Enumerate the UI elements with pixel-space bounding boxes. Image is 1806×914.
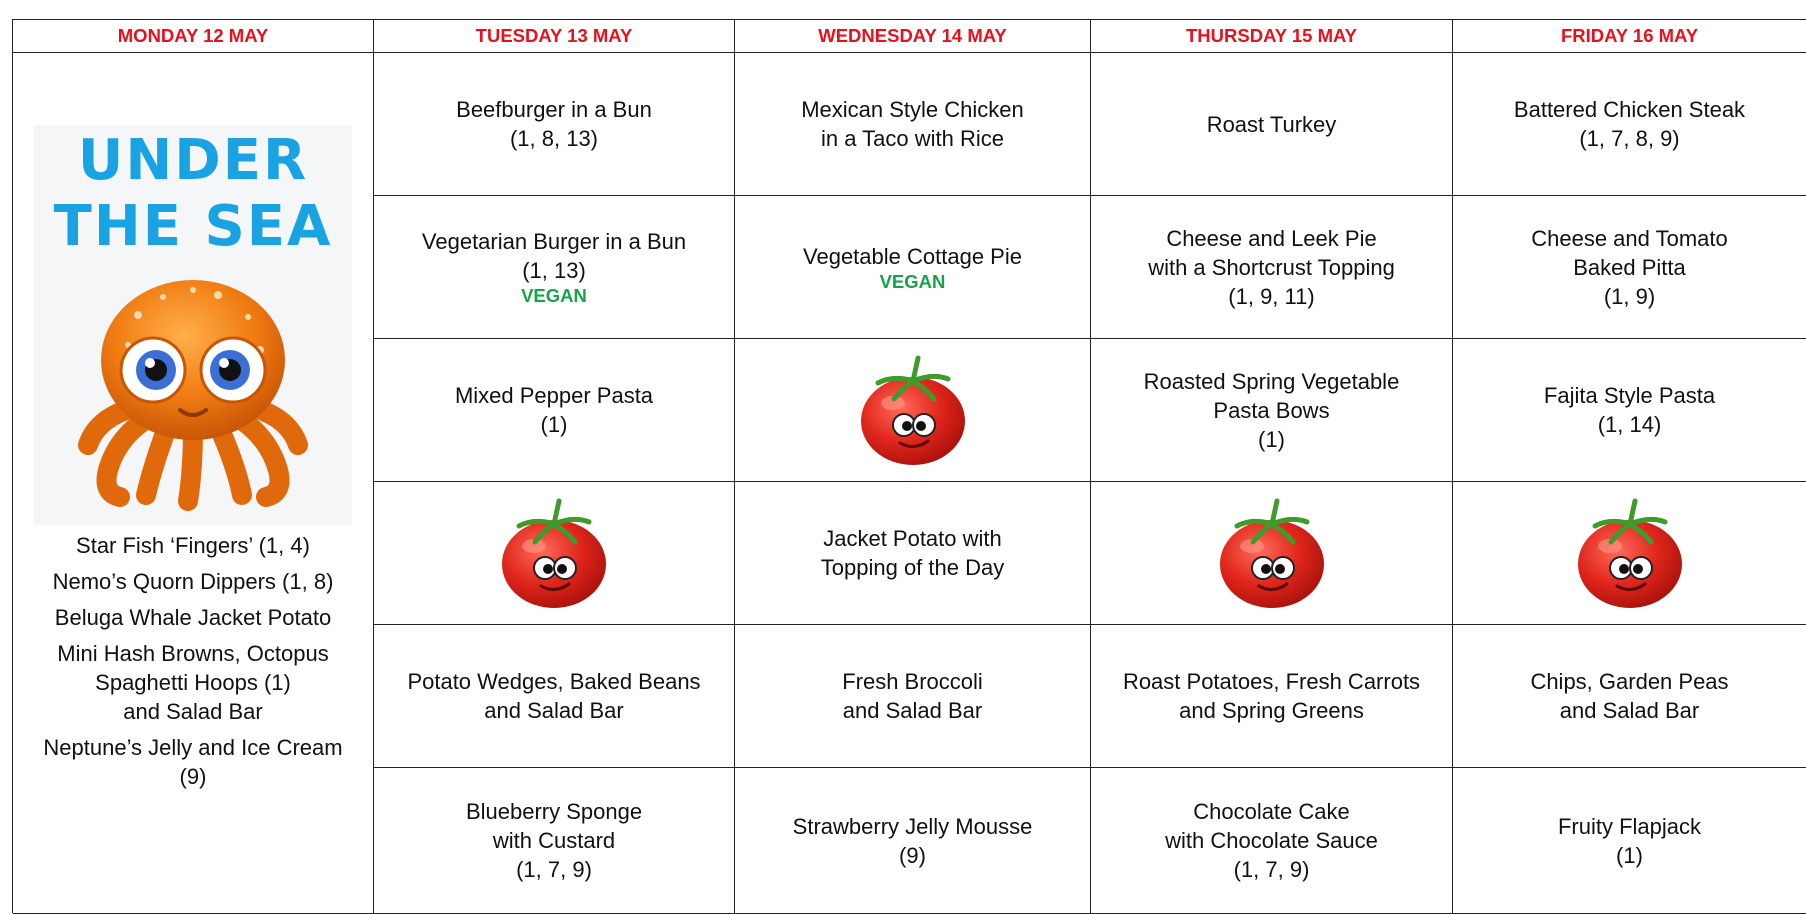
allergen-codes: (9): [899, 842, 926, 868]
allergen-codes: (1, 9, 11): [1228, 283, 1315, 309]
menu-item-line: and Salad Bar: [123, 699, 263, 724]
day-header-thursday: THURSDAY 15 MAY: [1091, 20, 1453, 53]
menu-item-line: Roasted Spring Vegetable: [1143, 368, 1400, 394]
friday-tomato-cell: [1453, 482, 1806, 625]
under-the-sea-banner: [34, 125, 352, 525]
menu-item-line: Battered Chicken Steak: [1513, 97, 1746, 122]
monday-dessert: [374, 768, 735, 914]
menu-item-line: Topping of the Day: [820, 555, 1005, 580]
menu-item-line: Mexican Style Chicken: [801, 97, 1024, 122]
tomato-mascot-icon: [489, 496, 619, 611]
tomato-mascot-icon: [848, 353, 978, 468]
tuesday-sides: [735, 625, 1091, 768]
menu-item-line: in a Taco with Rice: [820, 126, 1004, 151]
allergen-codes: (1): [540, 412, 568, 437]
vegan-badge: VEGAN: [521, 285, 587, 306]
tuesday-tomato-cell: [735, 339, 1091, 482]
thursday-item-jacket: [43, 603, 342, 632]
monday-main: [374, 53, 735, 196]
menu-item-line: with a Shortcrust Topping: [1148, 254, 1395, 280]
menu-item-line: Mini Hash Browns, Octopus: [57, 641, 329, 666]
menu-item-line: Baked Pitta: [1573, 254, 1686, 280]
menu-item-line: Cheese and Tomato: [1531, 225, 1728, 251]
monday-vegetarian: [374, 196, 735, 339]
tuesday-dessert: [735, 768, 1091, 914]
friday-vegetarian: [1453, 196, 1806, 339]
friday-dessert: [1453, 768, 1806, 914]
thursday-item-main: [43, 531, 342, 560]
menu-item-line: Fresh Broccoli: [842, 669, 983, 694]
menu-item-line: Nemo’s Quorn Dippers (1, 8): [52, 569, 334, 594]
menu-item-line: Spaghetti Hoops (1): [95, 670, 291, 695]
tomato-mascot-icon: [1565, 496, 1695, 611]
thursday-theme-column: [13, 53, 374, 914]
thursday-item-vegetarian: [43, 567, 342, 596]
day-header-wednesday: WEDNESDAY 14 MAY: [735, 20, 1091, 53]
allergen-codes: (1, 7, 9): [516, 857, 592, 882]
allergen-codes: (1, 13): [522, 258, 586, 283]
menu-item-line: Roast Potatoes, Fresh Carrots: [1122, 669, 1421, 694]
friday-pasta: [1453, 339, 1806, 482]
weekly-menu-table: [12, 19, 1806, 913]
menu-item-line: Roast Turkey: [1206, 111, 1337, 137]
day-header-monday: MONDAY 12 MAY: [13, 20, 374, 53]
thursday-menu-list: [43, 531, 342, 798]
wednesday-vegetarian: [1091, 196, 1453, 339]
monday-tomato-cell: [374, 482, 735, 625]
wednesday-pasta: [1091, 339, 1453, 482]
menu-item-line: Mixed Pepper Pasta: [454, 383, 654, 408]
allergen-codes: (9): [179, 764, 207, 789]
day-header-friday: FRIDAY 16 MAY: [1453, 20, 1806, 53]
menu-item-line: Fruity Flapjack: [1557, 813, 1702, 839]
monday-pasta: [374, 339, 735, 482]
tomato-mascot-icon: [1207, 496, 1337, 611]
thursday-item-sides: [43, 639, 342, 726]
allergen-codes: (1, 14): [1597, 412, 1662, 437]
allergen-codes: (1, 7, 8, 9): [1579, 126, 1680, 151]
menu-item-line: and Salad Bar: [1559, 698, 1700, 723]
theme-title-line: UNDER: [77, 128, 309, 193]
friday-main: [1453, 53, 1806, 196]
menu-item-line: and Salad Bar: [484, 698, 624, 723]
menu-item-line: Star Fish ‘Fingers’ (1, 4): [76, 533, 310, 558]
menu-item-line: and Salad Bar: [842, 698, 983, 723]
menu-item-line: Beluga Whale Jacket Potato: [54, 605, 332, 630]
menu-item-line: Fajita Style Pasta: [1543, 383, 1716, 408]
menu-item-line: with Chocolate Sauce: [1165, 828, 1378, 853]
thursday-item-dessert: [43, 733, 342, 791]
wednesday-dessert: [1091, 768, 1453, 914]
allergen-codes: (1): [1616, 842, 1643, 868]
allergen-codes: (1, 7, 9): [1233, 857, 1310, 882]
tuesday-vegetarian: [735, 196, 1091, 339]
menu-item-line: Chips, Garden Peas: [1530, 669, 1729, 694]
monday-sides: [374, 625, 735, 768]
theme-title-line: THE SEA: [53, 194, 333, 259]
menu-item-line: Neptune’s Jelly and Ice Cream: [43, 735, 343, 760]
wednesday-main: [1091, 53, 1453, 196]
friday-sides: [1453, 625, 1806, 768]
menu-item-line: Strawberry Jelly Mousse: [792, 813, 1033, 839]
menu-item-line: Vegetable Cottage Pie: [803, 243, 1022, 269]
tuesday-jacket: [735, 482, 1091, 625]
menu-item-line: with Custard: [492, 828, 616, 853]
menu-item-line: Blueberry Sponge: [465, 799, 643, 824]
wednesday-tomato-cell: [1091, 482, 1453, 625]
menu-item-line: Potato Wedges, Baked Beans: [407, 669, 701, 694]
allergen-codes: (1, 8, 13): [509, 126, 599, 151]
tuesday-main: [735, 53, 1091, 196]
vegan-badge: VEGAN: [879, 270, 946, 292]
menu-item-line: Vegetarian Burger in a Bun: [421, 229, 687, 254]
menu-item-line: Cheese and Leek Pie: [1166, 225, 1377, 251]
allergen-codes: (1): [1258, 426, 1285, 452]
menu-item-line: Jacket Potato with: [823, 526, 1002, 551]
menu-item-line: Beefburger in a Bun: [456, 97, 652, 122]
menu-item-line: and Spring Greens: [1179, 698, 1364, 723]
day-header-tuesday: TUESDAY 13 MAY: [374, 20, 735, 53]
allergen-codes: (1, 9): [1603, 283, 1656, 309]
octopus-mascot-icon: [58, 265, 328, 515]
menu-item-line: Chocolate Cake: [1193, 799, 1350, 824]
wednesday-sides: [1091, 625, 1453, 768]
menu-item-line: Pasta Bows: [1213, 397, 1330, 423]
